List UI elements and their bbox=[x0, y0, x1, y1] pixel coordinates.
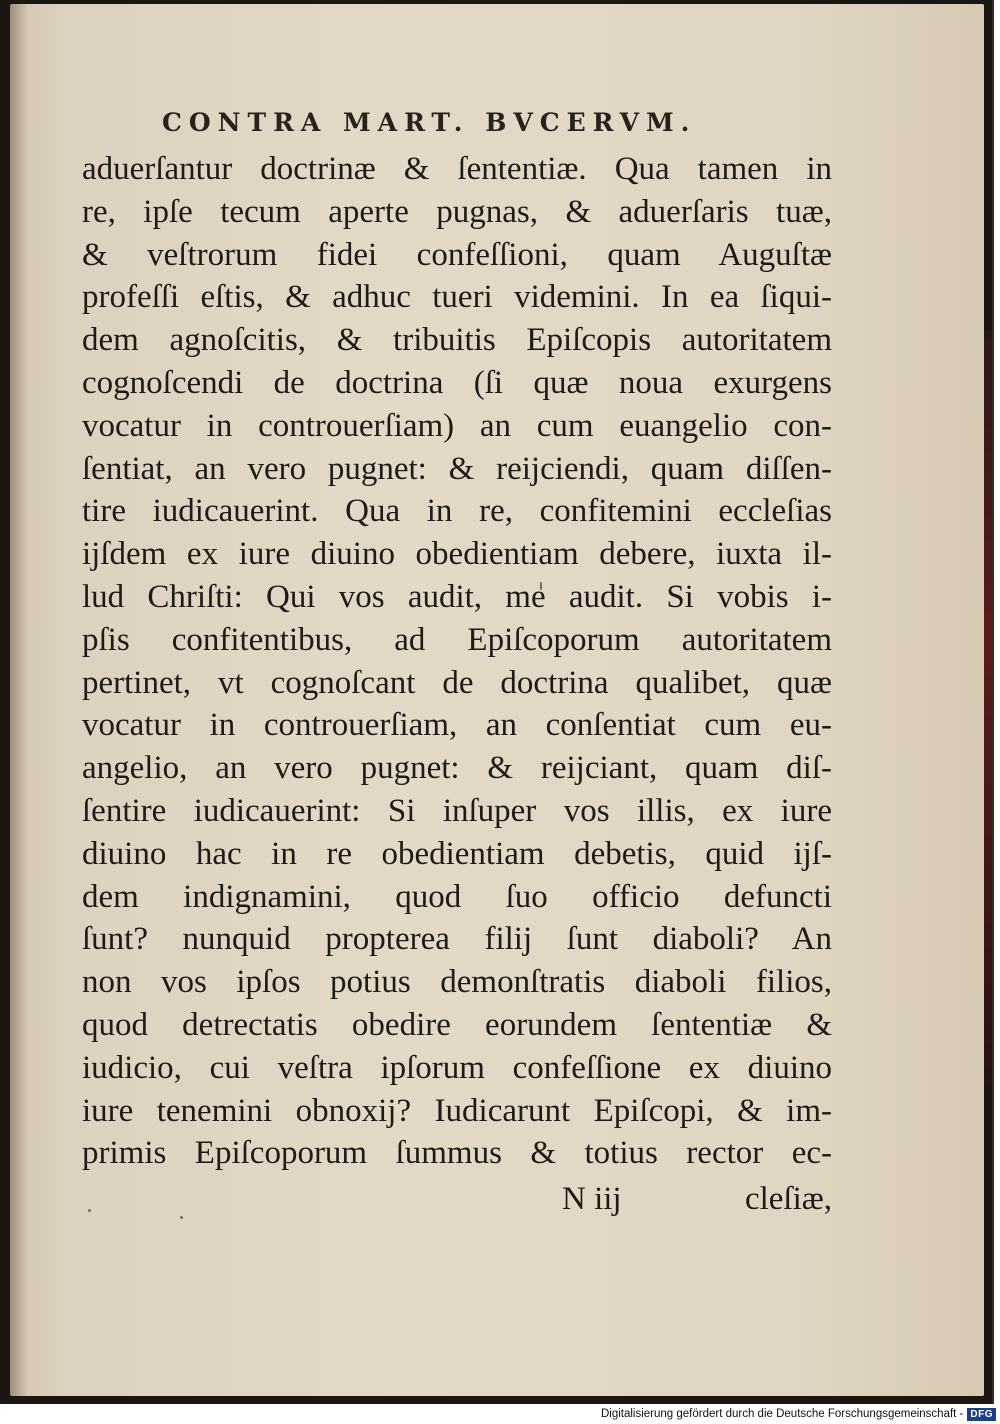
catchword: cleſiæ, bbox=[744, 1181, 832, 1217]
text-line: pertinet, vt cognoſcant de doctrina qualibet, quæ bbox=[82, 664, 832, 701]
text-line: profeſſi eſtis, & adhuc tueri videmini. In ea ſiqui- bbox=[82, 279, 832, 316]
text-line: ſentire iudicauerint: Si inſuper vos illis, ex iure bbox=[82, 792, 832, 829]
text-line: re, ipſe tecum aperte pugnas, & aduerſaris tuæ, bbox=[82, 193, 832, 230]
text-line: pſis confitentibus, ad Epiſcoporum autoritatem bbox=[82, 621, 832, 658]
text-line: non vos ipſos potius demonſtratis diaboli filios, bbox=[82, 964, 832, 1001]
body-text bbox=[82, 148, 832, 1175]
text-line: lud Chriſti: Qui vos audit, me audit. Si vobis i- bbox=[82, 578, 832, 615]
text-line: & veſtrorum fidei confeſſioni, quam Auguſtæ bbox=[82, 236, 832, 273]
text-line: diuino hac in re obedientiam debetis, quid ijſ- bbox=[82, 835, 832, 872]
text-line: iure tenemini obnoxij? Iudicarunt Epiſcopi, & im- bbox=[82, 1092, 832, 1129]
page-foot bbox=[82, 1181, 832, 1224]
text-line: ijſdem ex iure diuino obedientiam debere, iuxta il- bbox=[82, 536, 832, 573]
text-line: vocatur in controuerſiam) an cum euangelio con- bbox=[82, 407, 832, 444]
binding-edge bbox=[984, 330, 992, 1090]
text-line: ſentiat, an vero pugnet: & reijciendi, quam diſſen- bbox=[82, 450, 832, 487]
dfg-logo: DFG bbox=[967, 1408, 996, 1421]
running-head: CONTRA MART. BVCERVM. bbox=[162, 108, 697, 137]
text-line: aduerſantur doctrinæ & ſententiæ. Qua tamen in bbox=[82, 151, 832, 187]
text-line: dem indignamini, quod ſuo officio defuncti bbox=[82, 878, 832, 915]
text-line: iudicio, cui veſtra ipſorum confeſſione ex diuino bbox=[82, 1049, 832, 1086]
text-line: vocatur in controuerſiam, an conſentiat cum eu- bbox=[82, 707, 832, 744]
text-line: dem agnoſcitis, & tribuitis Epiſcopis autoritatem bbox=[82, 322, 832, 359]
footer-credit: Digitalisierung gefördert durch die Deutsche Forschungsgemeinschaft - bbox=[600, 1408, 964, 1420]
signature-mark: N iij bbox=[562, 1181, 622, 1217]
digitization-footer bbox=[600, 1404, 1000, 1424]
text-line: primis Epiſcoporum ſummus & totius rector ec- bbox=[82, 1135, 832, 1172]
text-line: cognoſcendi de doctrina (ſi quæ noua exurgens bbox=[82, 364, 832, 401]
text-line: quod detrectatis obedire eorundem ſententiæ & bbox=[82, 1006, 832, 1043]
text-line: ſunt? nunquid propterea filij ſunt diaboli? An bbox=[82, 921, 832, 958]
page-gutter-shadow bbox=[10, 4, 28, 1396]
text-line: tire iudicauerint. Qua in re, confitemini eccleſias bbox=[82, 493, 832, 530]
text-line: angelio, an vero pugnet: & reijciant, quam diſ- bbox=[82, 750, 832, 787]
